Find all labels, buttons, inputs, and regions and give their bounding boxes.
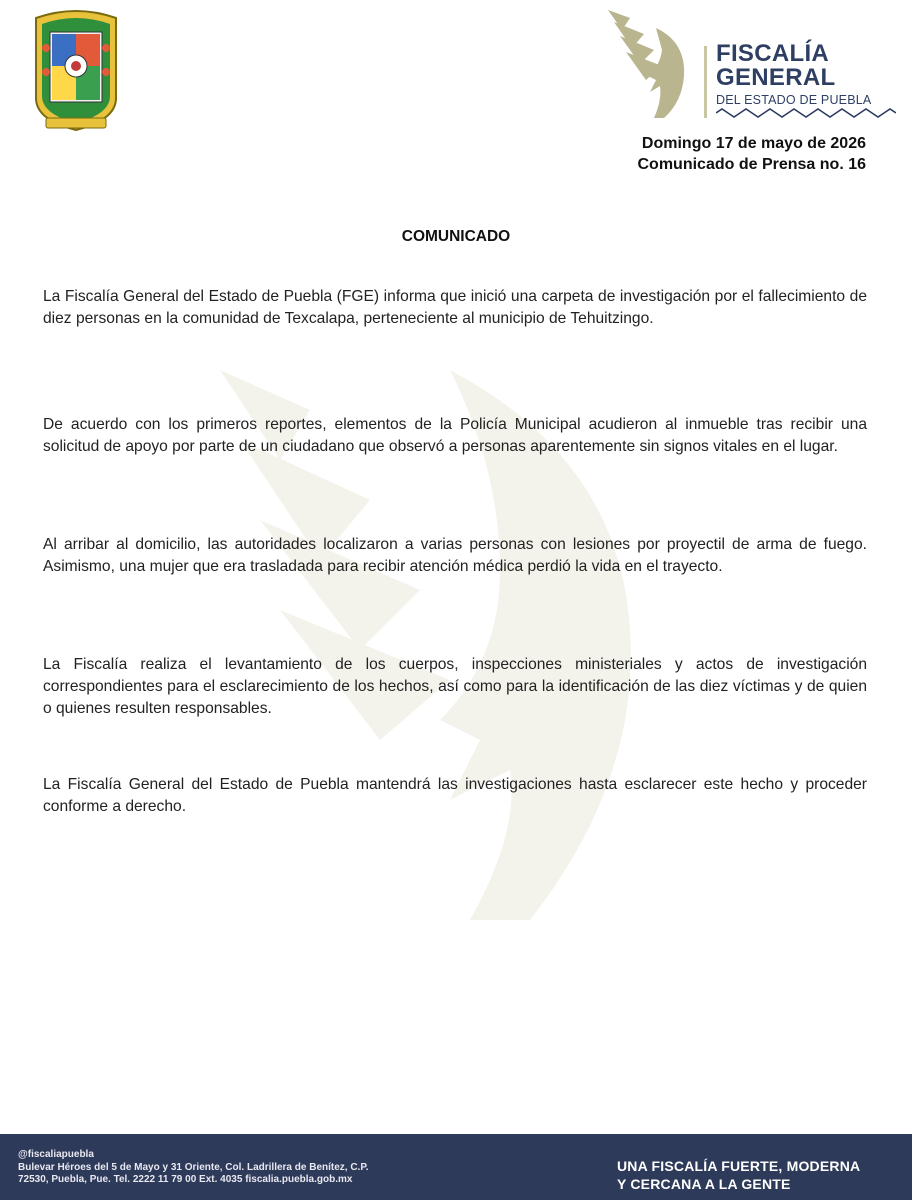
release-number: Comunicado de Prensa no. 16 (637, 156, 866, 173)
fiscalia-head-mark-icon (600, 6, 700, 120)
footer-social-handle: @fiscaliapuebla (18, 1149, 94, 1160)
footer-slogan-line2: Y CERCANA A LA GENTE (617, 1176, 791, 1192)
logo-subtitle: DEL ESTADO DE PUEBLA (716, 93, 872, 107)
paragraph-2: De acuerdo con los primeros reportes, elementos de la Policía Municipal acudieron al inmueble tras recibir una solicitud de apoyo por parte de un ciudadano que observó a personas aparentemente sin signos vitales en el lugar. (43, 416, 867, 455)
logo-divider (704, 46, 707, 118)
fiscalia-logo (600, 6, 900, 122)
decorative-pattern-icon (716, 108, 896, 118)
footer-slogan (617, 1157, 860, 1193)
puebla-state-shield-icon (30, 8, 122, 134)
footer-address-line2: 72530, Puebla, Pue. Tel. 2222 11 79 00 Ext. 4035 fiscalia.puebla.gob.mx (18, 1174, 353, 1185)
release-date: Domingo 17 de mayo de 2026 (641, 135, 866, 152)
paragraph-1: La Fiscalía General del Estado de Puebla (FGE) informa que inició una carpeta de investigación por el fallecimiento de diez personas en la comunidad de Texcalapa, perteneciente al municipio de Tehuitzingo. (43, 288, 867, 327)
release-info (638, 133, 867, 175)
paragraph-5: La Fiscalía General del Estado de Puebla mantendrá las investigaciones hasta esclarecer este hecho y proceder conforme a derecho. (43, 776, 867, 815)
footer-slogan-line1: UNA FISCALÍA FUERTE, MODERNA (617, 1158, 861, 1174)
footer-address-line1: Bulevar Héroes del 5 de Mayo y 31 Oriente, Col. Ladrillera de Benítez, C.P. (18, 1162, 369, 1173)
document-heading: COMUNICADO (401, 228, 511, 245)
footer-address (18, 1162, 369, 1186)
logo-title-line2: GENERAL (716, 64, 836, 91)
paragraph-4: La Fiscalía realiza el levantamiento de los cuerpos, inspecciones ministeriales y actos de investigación correspondientes para el esclarecimiento de los hechos, así como para la identificación de las diez víctimas y de quien o quienes resulten responsables. (43, 656, 867, 717)
logo-title-line1: FISCALÍA (716, 40, 830, 67)
paragraph-3: Al arribar al domicilio, las autoridades localizaron a varias personas con lesiones por proyectil de arma de fuego. Asimismo, una mujer que era trasladada para recibir atención médica perdió la vida en el trayecto. (43, 536, 867, 575)
